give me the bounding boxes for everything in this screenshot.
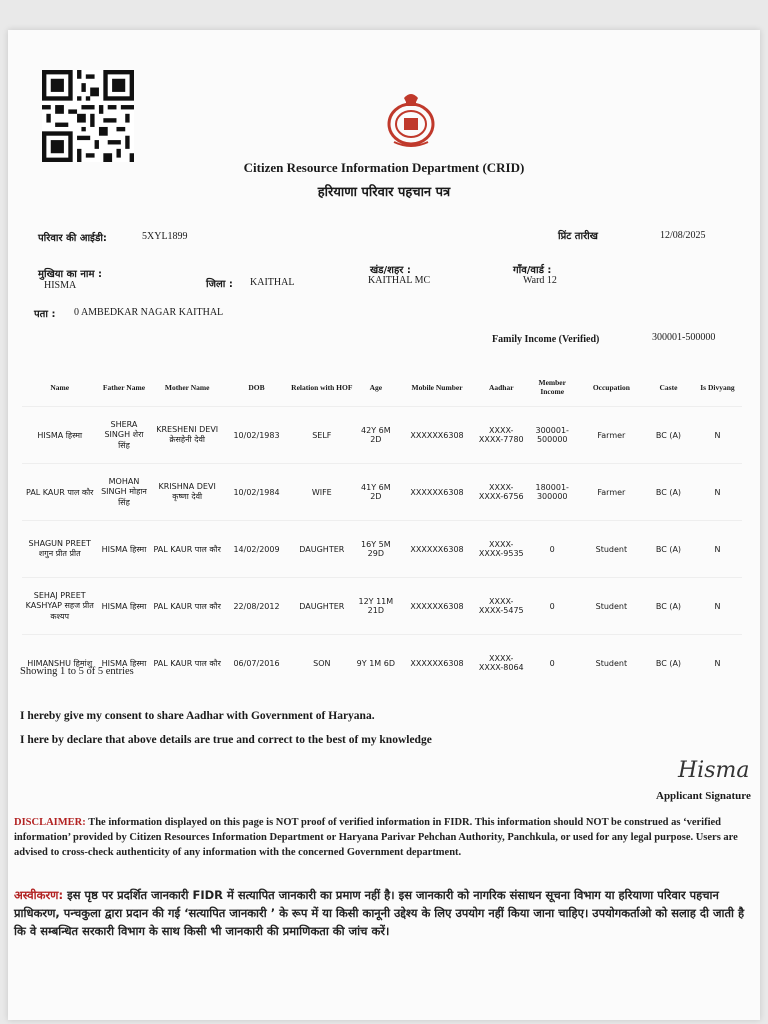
cell-mobile: XXXXXX6308 — [397, 464, 477, 521]
cell-age: 42Y 6M 2D — [354, 407, 397, 464]
cell-is-divyang: N — [693, 578, 742, 635]
disclaimer-heading: DISCLAIMER: — [14, 817, 86, 828]
family-id-value: 5XYL1899 — [142, 231, 188, 242]
cell-dob: 22/08/2012 — [224, 578, 289, 635]
cell-mobile: XXXXXX6308 — [397, 521, 477, 578]
cell-father-name: SHERA SINGH शेरा सिंह — [97, 407, 150, 464]
table-row — [22, 578, 742, 635]
column-header-father-name: Father Name — [102, 382, 146, 392]
cell-aadhar: XXXX-XXXX-9535 — [477, 521, 526, 578]
cell-is-divyang: N — [693, 464, 742, 521]
cell-mother-name: PAL KAUR पाल कौर — [150, 578, 223, 635]
cell-mother-name: KRESHENI DEVI क्रेसहेनी देवी — [150, 407, 223, 464]
village-ward-value: Ward 12 — [523, 275, 557, 286]
cell-member-income: 0 — [526, 521, 579, 578]
family-id-card-title: हरियाणा परिवार पहचान पत्र — [317, 185, 451, 200]
cell-relation: DAUGHTER — [289, 578, 354, 635]
document-page — [8, 30, 760, 1020]
cell-name: HISMA हिस्मा — [22, 407, 97, 464]
cell-occupation: Farmer — [579, 407, 644, 464]
column-header-name: Name — [50, 382, 70, 392]
disclaimer-hindi-heading: अस्वीकरण: — [14, 888, 64, 902]
cell-member-income: 0 — [526, 635, 579, 692]
cell-age: 9Y 1M 6D — [354, 635, 397, 692]
block-value: KAITHAL MC — [368, 275, 431, 286]
family-income-label: Family Income (Verified) — [492, 334, 600, 345]
entries-count-text: Showing 1 to 5 of 5 entries — [20, 666, 134, 677]
print-date-label: प्रिंट तारीख — [558, 231, 598, 242]
cell-aadhar: XXXX-XXXX-8064 — [477, 635, 526, 692]
district-label: जिला : — [206, 279, 233, 290]
cell-mother-name: PAL KAUR पाल कौर — [150, 635, 223, 692]
cell-occupation: Farmer — [579, 464, 644, 521]
department-title: Citizen Resource Information Department (CRID) — [243, 160, 525, 175]
cell-member-income: 300001-500000 — [526, 407, 579, 464]
cell-mobile: XXXXXX6308 — [397, 635, 477, 692]
qr-code-icon — [42, 70, 134, 162]
cell-mother-name: PAL KAUR पाल कौर — [150, 521, 223, 578]
head-name-label: मुखिया का नाम : — [38, 269, 102, 280]
column-header-relation: Relation with HOF — [291, 382, 353, 392]
table-header-row — [22, 368, 742, 407]
cell-is-divyang: N — [693, 407, 742, 464]
column-header-mobile: Mobile Number — [411, 382, 463, 392]
disclaimer-hindi-text: इस पृष्ठ पर प्रदर्शित जानकारी FIDR में सत्यापित जानकारी का प्रमाण नहीं है। इस जानकारी को नागरिक संसाधन सूचना विभाग या हरियाणा परिवार पहचान प्राधिकरण, पन्चकुला द्वारा प्रदान की गई ‘सत्यापित जानकारी ’ के रूप में या किसी कानूनी उद्देश्य के लिए उपयोग नहीं किया जाना चाहिए। उपयोगकर्ताओ को सलाह दी जाती है कि वे सम्बन्धित सरकारी विभाग के साथ किसी भी जानकारी की प्रमाणिकता की जांच करें। — [14, 888, 745, 938]
disclaimer-hindi — [14, 886, 754, 940]
column-header-dob: DOB — [248, 382, 265, 392]
applicant-signature-label: Applicant Signature — [656, 790, 751, 802]
village-ward-label: गाँव/वार्ड : — [513, 265, 552, 276]
cell-dob: 10/02/1983 — [224, 407, 289, 464]
cell-name: SHAGUN PREET शगुन प्रीत प्रीत — [22, 521, 97, 578]
cell-occupation: Student — [579, 578, 644, 635]
block-label: खंड/शहर : — [370, 265, 411, 276]
column-header-occupation: Occupation — [592, 382, 630, 392]
column-header-is-divyang: Is Divyang — [700, 382, 735, 392]
column-header-mother-name: Mother Name — [164, 382, 210, 392]
declaration-statement: I here by declare that above details are true and correct to the best of my knowledge — [20, 734, 432, 746]
head-name-value: HISMA — [44, 280, 77, 291]
cell-occupation: Student — [579, 521, 644, 578]
cell-father-name: HISMA हिस्मा — [97, 521, 150, 578]
cell-age: 16Y 5M 29D — [354, 521, 397, 578]
consent-statement: I hereby give my consent to share Aadhar with Government of Haryana. — [20, 710, 375, 722]
cell-member-income: 0 — [526, 578, 579, 635]
disclaimer-english — [14, 815, 754, 860]
cell-aadhar: XXXX-XXXX-5475 — [477, 578, 526, 635]
print-date-value: 12/08/2025 — [660, 230, 706, 241]
applicant-signature-scribble: Hisma — [678, 758, 750, 783]
cell-name: SEHAJ PREET KASHYAP सहज प्रीत कश्यप — [22, 578, 97, 635]
table-row — [22, 635, 742, 692]
cell-father-name: HISMA हिस्मा — [97, 635, 150, 692]
table-row — [22, 464, 742, 521]
disclaimer-text: The information displayed on this page is NOT proof of verified information in FIDR. This information should NOT be construed as ‘verified information’ provided by Citizen Resources Information Department or Haryana Parivar Pehchan Authority, Panchkula, or used for any legal purpose. Users are advised to cross-check authenticity of any information with the concerned Government department. — [14, 817, 738, 858]
cell-age: 12Y 11M 21D — [354, 578, 397, 635]
cell-father-name: HISMA हिस्मा — [97, 578, 150, 635]
cell-is-divyang: N — [693, 521, 742, 578]
table-row — [22, 407, 742, 464]
cell-relation: SON — [289, 635, 354, 692]
cell-dob: 10/02/1984 — [224, 464, 289, 521]
cell-member-income: 180001-300000 — [526, 464, 579, 521]
cell-mobile: XXXXXX6308 — [397, 407, 477, 464]
cell-dob: 06/07/2016 — [224, 635, 289, 692]
cell-relation: SELF — [289, 407, 354, 464]
cell-caste: BC (A) — [644, 635, 693, 692]
column-header-aadhar: Aadhar — [488, 382, 514, 392]
cell-caste: BC (A) — [644, 578, 693, 635]
column-header-caste: Caste — [659, 382, 678, 392]
cell-caste: BC (A) — [644, 464, 693, 521]
cell-name: PAL KAUR पाल कौर — [22, 464, 97, 521]
family-income-value: 300001-500000 — [652, 332, 716, 343]
address-label: पता : — [34, 309, 56, 320]
district-value: KAITHAL — [250, 277, 295, 288]
cell-relation: WIFE — [289, 464, 354, 521]
cell-age: 41Y 6M 2D — [354, 464, 397, 521]
cell-dob: 14/02/2009 — [224, 521, 289, 578]
column-header-age: Age — [369, 382, 383, 392]
family-members-table — [22, 368, 742, 691]
cell-is-divyang: N — [693, 635, 742, 692]
cell-name: HIMANSHU हिमांशु — [22, 635, 97, 692]
cell-caste: BC (A) — [644, 407, 693, 464]
table-row — [22, 521, 742, 578]
address-value: 0 AMBEDKAR NAGAR KAITHAL — [74, 307, 224, 318]
cell-mobile: XXXXXX6308 — [397, 578, 477, 635]
cell-mother-name: KRISHNA DEVI कृष्णा देवी — [150, 464, 223, 521]
cell-caste: BC (A) — [644, 521, 693, 578]
haryana-emblem-icon — [384, 88, 438, 148]
cell-occupation: Student — [579, 635, 644, 692]
column-header-member-income: Member Income — [538, 378, 566, 396]
cell-aadhar: XXXX-XXXX-6756 — [477, 464, 526, 521]
cell-father-name: MOHAN SINGH मोहान सिंह — [97, 464, 150, 521]
family-id-label: परिवार की आईडी: — [38, 233, 107, 244]
cell-aadhar: XXXX-XXXX-7780 — [477, 407, 526, 464]
cell-relation: DAUGHTER — [289, 521, 354, 578]
